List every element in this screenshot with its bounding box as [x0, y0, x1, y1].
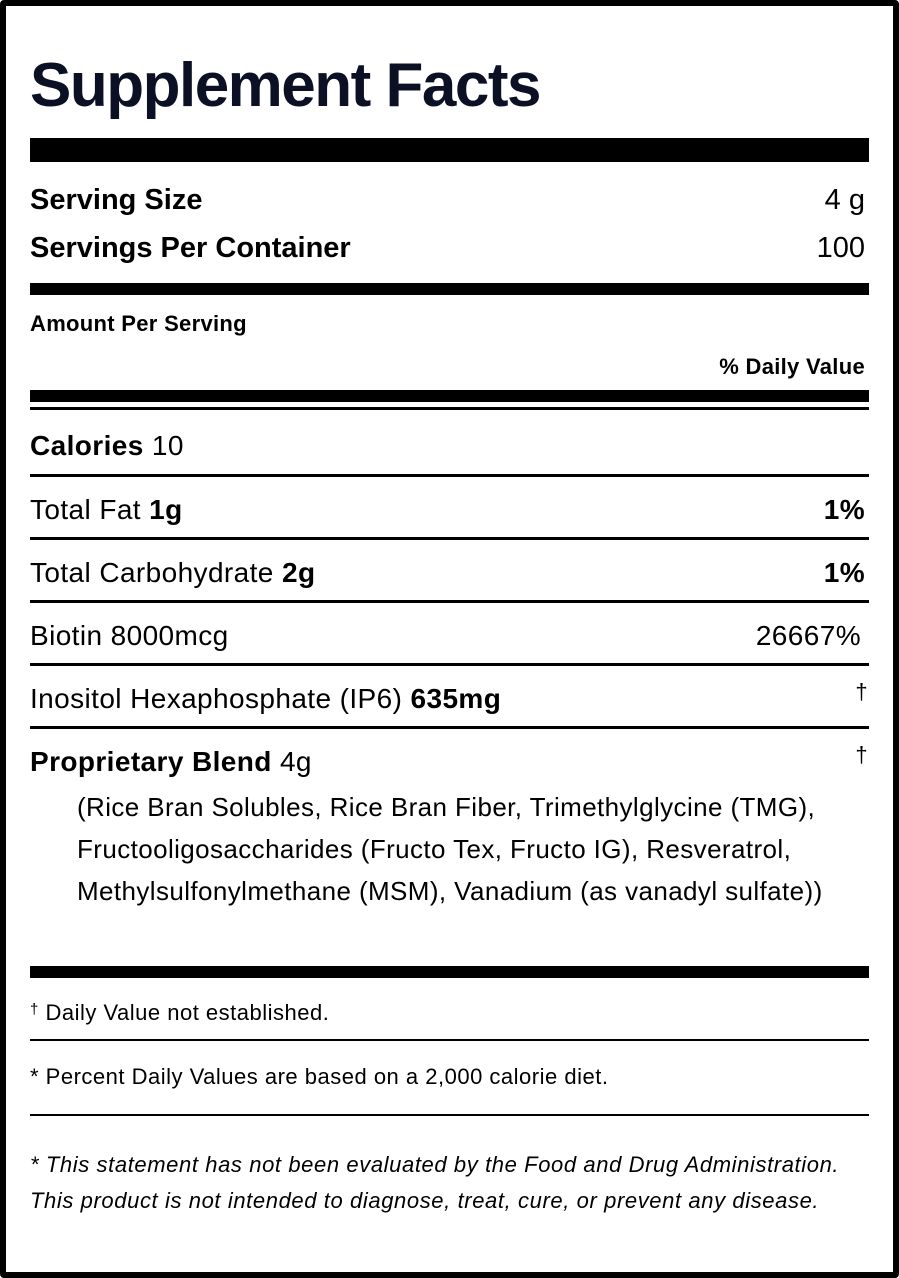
nutrient-row-calories — [30, 426, 865, 466]
fda-disclaimer: * This statement has not been evaluated by the Food and Drug Administration. This product is not intended to diagnose, treat, cure, or prevent any disease. — [30, 1152, 840, 1213]
disclaimer-divider — [30, 1114, 869, 1116]
serving-size-value: 4 g — [824, 184, 865, 216]
label-title: Supplement Facts — [30, 51, 540, 120]
nutrient-name: Inositol Hexaphosphate (IP6) — [30, 683, 403, 714]
nutrient-amount: 635mg — [410, 683, 502, 714]
nutrient-amount: 10 — [151, 430, 184, 461]
daily-value-heading: % Daily Value — [719, 354, 865, 379]
thick-divider-header — [30, 390, 869, 402]
thin-divider-header — [30, 407, 869, 410]
dagger-mark: † — [855, 679, 868, 704]
row-divider — [30, 663, 869, 666]
nutrient-label — [30, 490, 183, 530]
footnote-divider — [30, 1039, 869, 1041]
thick-divider-bottom — [30, 966, 869, 978]
servings-per-container-label: Servings Per Container — [30, 232, 351, 264]
row-divider — [30, 726, 869, 729]
row-divider — [30, 600, 869, 603]
dagger-mark: † — [855, 742, 868, 767]
nutrient-dv: 1% — [823, 557, 865, 588]
nutrient-row-inositol — [30, 679, 868, 719]
nutrient-label — [30, 426, 184, 466]
nutrient-name: Proprietary Blend — [30, 746, 272, 777]
nutrient-row-proprietary-blend — [30, 742, 868, 782]
nutrient-row-total-fat — [30, 490, 865, 530]
servings-per-container-row — [30, 228, 865, 268]
nutrient-label — [30, 553, 315, 593]
servings-per-container-value: 100 — [816, 232, 865, 264]
dagger-symbol: † — [30, 1001, 39, 1018]
amount-per-serving-heading: Amount Per Serving — [30, 311, 247, 336]
nutrient-name: Calories — [30, 430, 144, 461]
footnote-percent-dv: * Percent Daily Values are based on a 2,000 calorie diet. — [30, 1064, 609, 1089]
nutrient-row-biotin — [30, 616, 861, 656]
nutrient-name: Total Carbohydrate — [30, 557, 274, 588]
serving-size-row — [30, 180, 865, 220]
serving-size-label: Serving Size — [30, 184, 203, 216]
footnote-dagger-text: Daily Value not established. — [45, 1000, 330, 1025]
nutrient-dv: 1% — [823, 494, 865, 525]
medium-divider — [30, 283, 869, 295]
nutrient-label — [30, 679, 501, 719]
thick-divider-top — [30, 138, 869, 162]
nutrient-name: Biotin 8000mcg — [30, 620, 229, 651]
nutrient-amount: 1g — [149, 494, 183, 525]
nutrient-dv: 26667% — [755, 620, 861, 651]
nutrient-label — [30, 742, 312, 782]
footnote-dagger — [30, 998, 869, 1028]
row-divider — [30, 474, 869, 477]
nutrient-amount: 2g — [281, 557, 316, 588]
nutrient-row-total-carbohydrate — [30, 553, 865, 593]
nutrient-name: Total Fat — [30, 494, 141, 525]
nutrient-amount: 4g — [279, 746, 312, 777]
row-divider — [30, 537, 869, 540]
blend-ingredients: (Rice Bran Solubles, Rice Bran Fiber, Trimethylglycine (TMG), Fructooligosaccharides (Fructo Tex, Fructo IG), Resveratrol, Methylsulfonylmethane (MSM), Vanadium (as vanadyl sulfate)) — [77, 792, 823, 906]
